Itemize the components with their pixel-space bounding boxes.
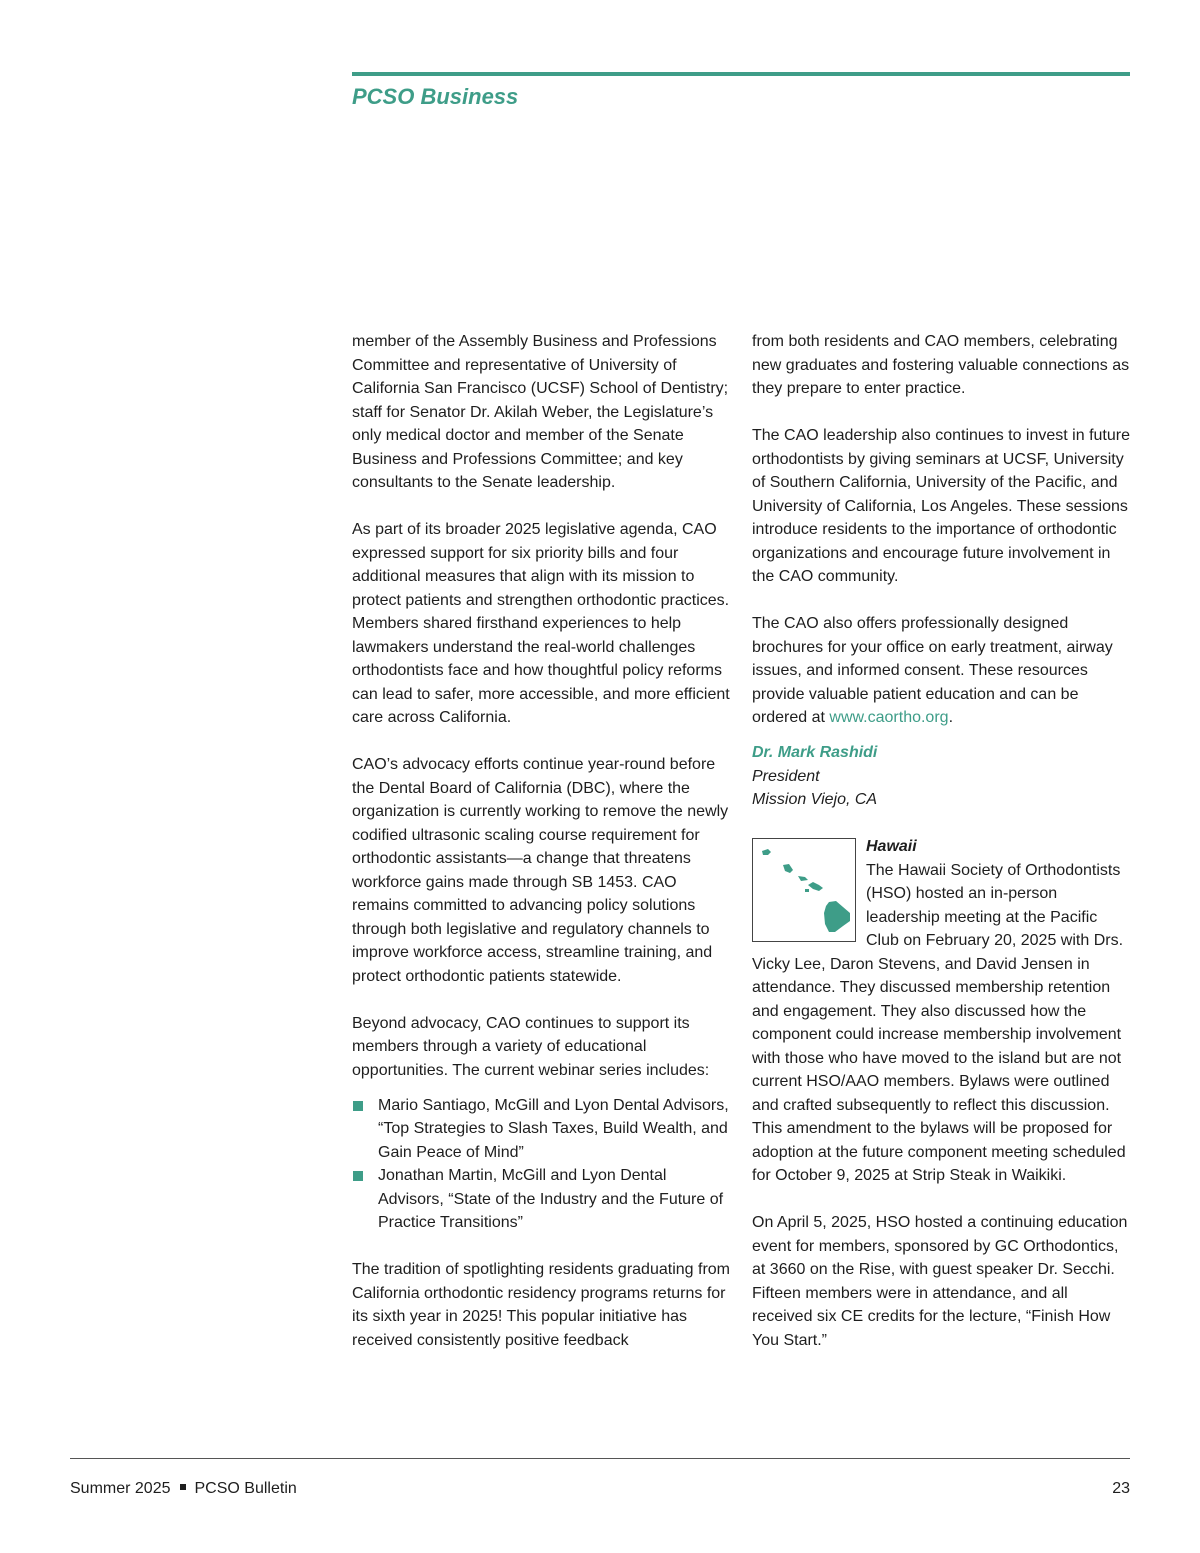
signature-location: Mission Viejo, CA [752, 791, 878, 808]
hawaii-heading: Hawaii [866, 838, 917, 855]
section-title: PCSO Business [352, 84, 519, 109]
paragraph: member of the Assembly Business and Professions Committee and representative of University of California San Francisco (UCSF) School of Dentistry; staff for Senator Dr. Akilah Weber, the Legislature’s only medical doctor and member of the Senate Business and Professions Committee; and key consultants to the Senate leadership. [352, 333, 729, 491]
paragraph: from both residents and CAO members, celebrating new graduates and fostering valuable connections as they prepare to enter practice. [752, 333, 1130, 397]
right-column [752, 330, 1132, 1376]
paragraph: The Hawaii Society of Orthodontists (HSO) hosted an in-person leadership meeting at the Pacific Club on February 20, 2025 with Drs. Vicky Lee, Daron Stevens, and David Jensen in attendance. They discussed membership retention and engagement. They also discussed how the component could increase membership involvement with those who have moved to the island but are not current HSO/AAO members. Bylaws were outlined and crafted subsequently to reflect this discussion. This amendment to the bylaws will be proposed for adoption at the future component meeting scheduled for October 9, 2025 at Strip Steak in Waikiki. [752, 861, 1126, 1184]
paragraph: The CAO leadership also continues to invest in future orthodontists by giving seminars at UCSF, University of Southern California, University of the Pacific, and University of California, Los Angeles. These sessions introduce residents to the importance of orthodontic organizations and encourage future involvement in the CAO community. [752, 427, 1130, 585]
signature-block [752, 741, 1132, 812]
paragraph: The tradition of spotlighting residents graduating from California orthodontic residency programs returns for its sixth year in 2025! This popular initiative has received consistently positive feedback [352, 1261, 730, 1349]
signature-title: President [752, 767, 820, 785]
footer-issue-line [70, 1480, 297, 1498]
paragraph: CAO’s advocacy efforts continue year-round before the Dental Board of California (DBC), where the organization is currently working to remove the newly codified ultrasonic scaling course requirement for orthodontic assistants—a change that threatens workforce gains made through SB 1453. CAO remains committed to advancing policy solutions through both legislative and regulatory channels to improve workforce access, streamline training, and protect orthodontic patients statewide. [352, 756, 729, 985]
left-column [352, 330, 732, 1376]
paragraph: As part of its broader 2025 legislative agenda, CAO expressed support for six priority bills and four additional measures that align with its mission to protect patients and strengthen orthodontic practices. Members shared firsthand experiences to help lawmakers understand the real-world challenges orthodontists face and how thoughtful policy reforms can lead to safer, more accessible, and more efficient care across California. [352, 521, 730, 726]
paragraph-text: The CAO also offers professionally designed brochures for your office on early treatment, airway issues, and informed consent. These resources provide valuable patient education and can be ordered at [752, 615, 1113, 726]
caortho-link[interactable]: www.caortho.org [829, 709, 949, 726]
header-rule [352, 72, 1130, 76]
hawaii-map-icon [752, 838, 856, 942]
square-bullet-icon [353, 1101, 363, 1111]
signature-name: Dr. Mark Rashidi [752, 744, 878, 761]
page-number: 23 [1112, 1480, 1130, 1497]
footer-publication: PCSO Bulletin [194, 1480, 297, 1497]
paragraph-text: . [948, 709, 954, 726]
paragraph [752, 612, 1132, 730]
list-item [352, 1164, 732, 1235]
paragraph: Beyond advocacy, CAO continues to support its members through a variety of educational opportunities. The current webinar series includes: [352, 1014, 710, 1079]
list-item [352, 1094, 732, 1165]
square-bullet-icon [353, 1171, 363, 1181]
square-separator-icon [180, 1484, 186, 1490]
list-item-text: Mario Santiago, McGill and Lyon Dental Advisors, “Top Strategies to Slash Taxes, Build Wealth, and Gain Peace of Mind” [378, 1096, 729, 1161]
webinar-list [352, 1094, 732, 1235]
footer-issue: Summer 2025 [70, 1480, 171, 1497]
footer-rule [70, 1458, 1130, 1459]
paragraph: On April 5, 2025, HSO hosted a continuing education event for members, sponsored by GC Orthodontics, at 3660 on the Rise, with guest speaker Dr. Secchi. Fifteen members were in attendance, and all received six CE credits for the lecture, “Finish How You Start.” [752, 1214, 1128, 1349]
hawaii-section [752, 835, 1132, 1352]
list-item-text: Jonathan Martin, McGill and Lyon Dental Advisors, “State of the Industry and the Future of Practice Transitions” [378, 1167, 724, 1231]
